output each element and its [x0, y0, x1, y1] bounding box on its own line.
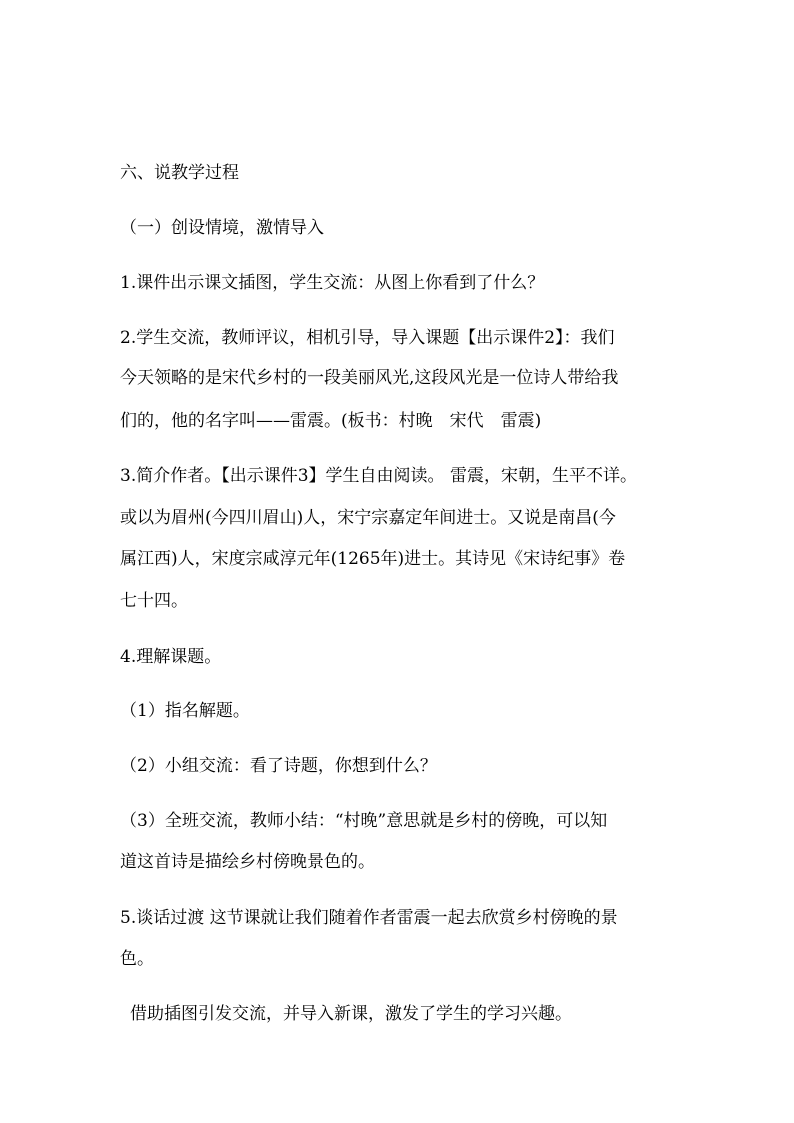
paragraph-line: 或以为眉州(今四川眉山)人，宋宁宗嘉定年间进士。又说是南昌(今: [120, 508, 616, 528]
paragraph-line: 道这首诗是描绘乡村傍晚景色的。: [120, 852, 375, 872]
section-heading: 六、说教学过程: [120, 163, 239, 183]
paragraph-line: 七十四。: [120, 591, 188, 611]
paragraph-line: 4.理解课题。: [120, 647, 222, 667]
paragraph-line: 5.谈话过渡 这节课就让我们随着作者雷震一起去欣赏乡村傍晚的景: [120, 908, 618, 928]
paragraph-line: 属江西)人，宋度宗咸淳元年(1265年)进士。其诗见《宋诗纪事》卷: [120, 549, 626, 569]
paragraph-line: 们的，他的名字叫——雷震。(板书：村晚 宋代 雷震): [120, 411, 542, 431]
paragraph-line: 今天领略的是宋代乡村的一段美丽风光,这段风光是一位诗人带给我: [120, 368, 619, 388]
paragraph-line: （2）小组交流：看了诗题，你想到什么？: [120, 756, 437, 776]
subsection-heading: （一）创设情境，激情导入: [120, 218, 324, 238]
design-note: 借助插图引发交流，并导入新课，激发了学生的学习兴趣。: [130, 1004, 572, 1024]
paragraph-line: 3.简介作者。【出示课件3】学生自由阅读。 雷震，宋朝，生平不详。: [120, 466, 637, 486]
paragraph-line: 色。: [120, 949, 154, 969]
paragraph-line: 1.课件出示课文插图，学生交流：从图上你看到了什么？: [120, 273, 545, 293]
paragraph-line: （1）指名解题。: [120, 701, 250, 721]
paragraph-line: 2.学生交流，教师评议，相机引导，导入课题【出示课件2】：我们: [120, 328, 615, 348]
paragraph-line: （3）全班交流，教师小结：“村晚”意思就是乡村的傍晚，可以知: [120, 811, 608, 831]
